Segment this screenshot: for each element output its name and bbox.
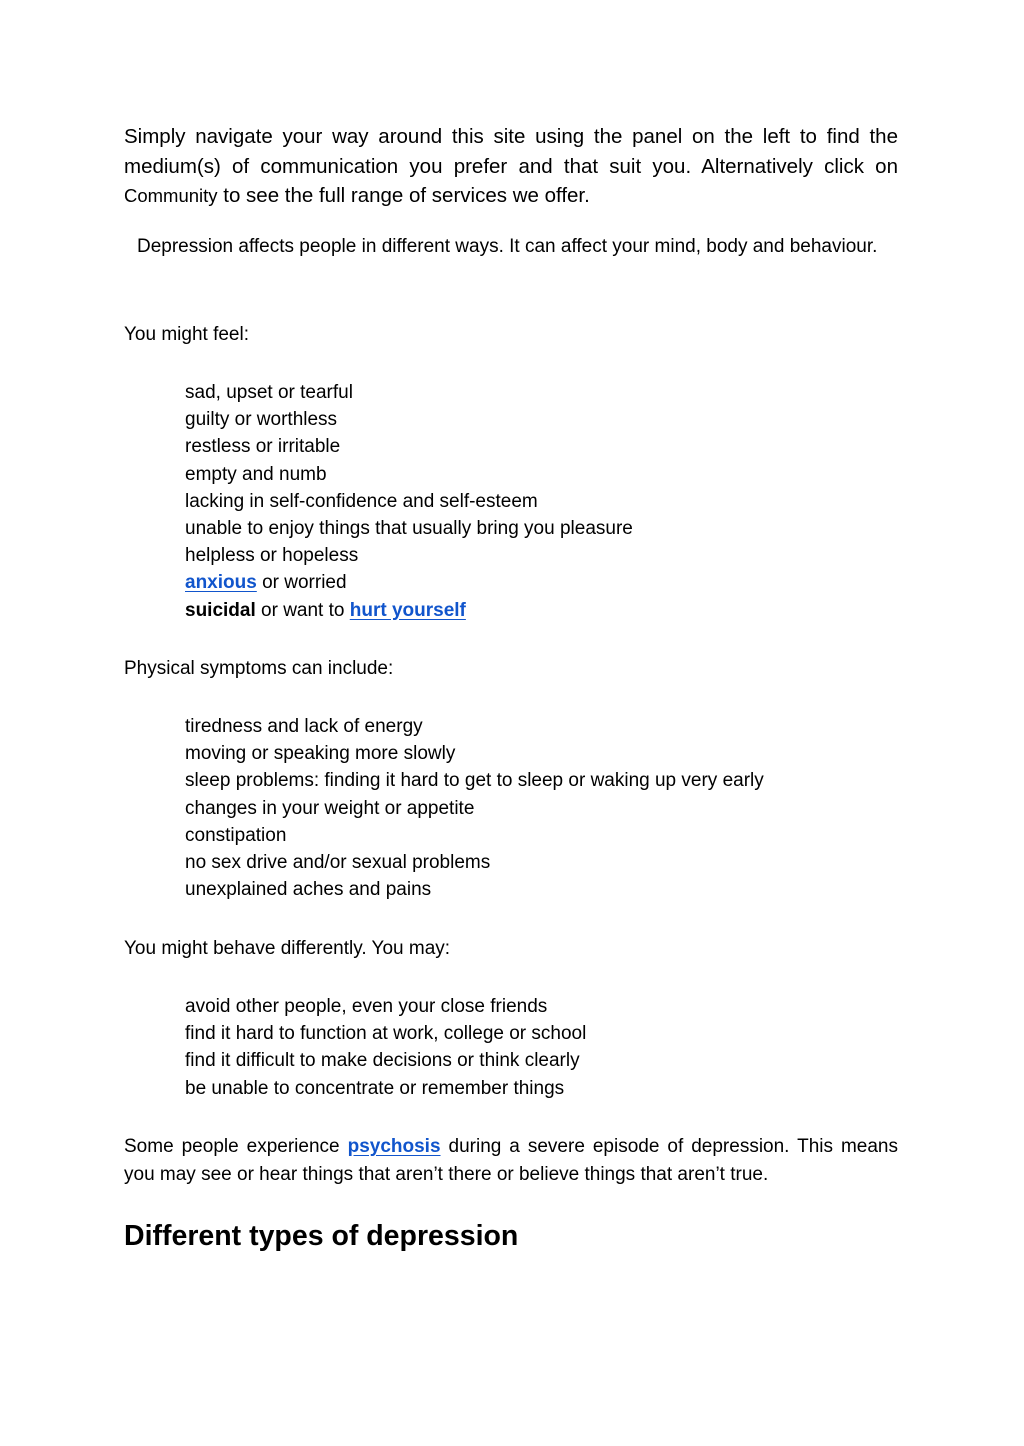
section-heading: Different types of depression xyxy=(124,1220,519,1252)
intro-paragraph xyxy=(124,122,898,211)
intro-text-end: to see the full range of services we offer. xyxy=(217,184,590,207)
list-item: constipation xyxy=(185,824,287,846)
suicidal-rest: or want to xyxy=(255,599,350,621)
list-item xyxy=(185,597,633,624)
list-item: no sex drive and/or sexual problems xyxy=(185,852,491,874)
list-item: lacking in self-confidence and self-esteem xyxy=(185,490,538,512)
lead-text: Depression affects people in different ways. It can affect your mind, body and behaviour. xyxy=(137,236,878,257)
list-item: sad, upset or tearful xyxy=(185,382,353,403)
anxious-link[interactable]: anxious xyxy=(185,572,257,594)
list-item: unexplained aches and pains xyxy=(185,879,432,901)
intro-text: Simply navigate your way around this site using the panel on the left to find the medium(s) of communication you prefer and that suit you. Alternatively click on xyxy=(124,125,898,178)
list-item: tiredness and lack of energy xyxy=(185,716,423,737)
feel-list xyxy=(185,379,633,624)
hurt-yourself-link[interactable]: hurt yourself xyxy=(349,599,466,621)
list-item: find it difficult to make decisions or think clearly xyxy=(185,1050,580,1072)
suicidal-text: suicidal xyxy=(185,599,256,621)
list-item: avoid other people, even your close friends xyxy=(185,996,548,1017)
community-link-text[interactable]: Community xyxy=(124,185,218,206)
feel-heading: You might feel: xyxy=(124,324,249,345)
list-item: unable to enjoy things that usually bring you pleasure xyxy=(185,518,633,540)
list-item xyxy=(185,569,633,596)
list-item: find it hard to function at work, college or school xyxy=(185,1023,587,1045)
list-item: sleep problems: finding it hard to get to sleep or waking up very early xyxy=(185,770,764,792)
list-item: restless or irritable xyxy=(185,436,341,458)
physical-heading: Physical symptoms can include: xyxy=(124,658,394,679)
psychosis-paragraph xyxy=(124,1133,898,1188)
list-item: guilty or worthless xyxy=(185,409,338,431)
anxious-rest: or worried xyxy=(256,572,347,594)
psychosis-link[interactable]: psychosis xyxy=(347,1136,441,1157)
list-item: moving or speaking more slowly xyxy=(185,743,456,765)
psychosis-text-end: during a severe episode of depression. This means you may see or hear things that aren’t there or believe things that aren’t true. xyxy=(124,1136,898,1185)
list-item: be unable to concentrate or remember things xyxy=(185,1077,565,1099)
psychosis-text: Some people experience xyxy=(124,1136,348,1157)
physical-list xyxy=(185,713,764,903)
lead-paragraph xyxy=(124,231,898,262)
list-item: empty and numb xyxy=(185,463,327,485)
behave-list xyxy=(185,993,586,1102)
list-item: changes in your weight or appetite xyxy=(185,797,475,819)
behave-heading: You might behave differently. You may: xyxy=(124,938,451,959)
list-item: helpless or hopeless xyxy=(185,545,359,567)
